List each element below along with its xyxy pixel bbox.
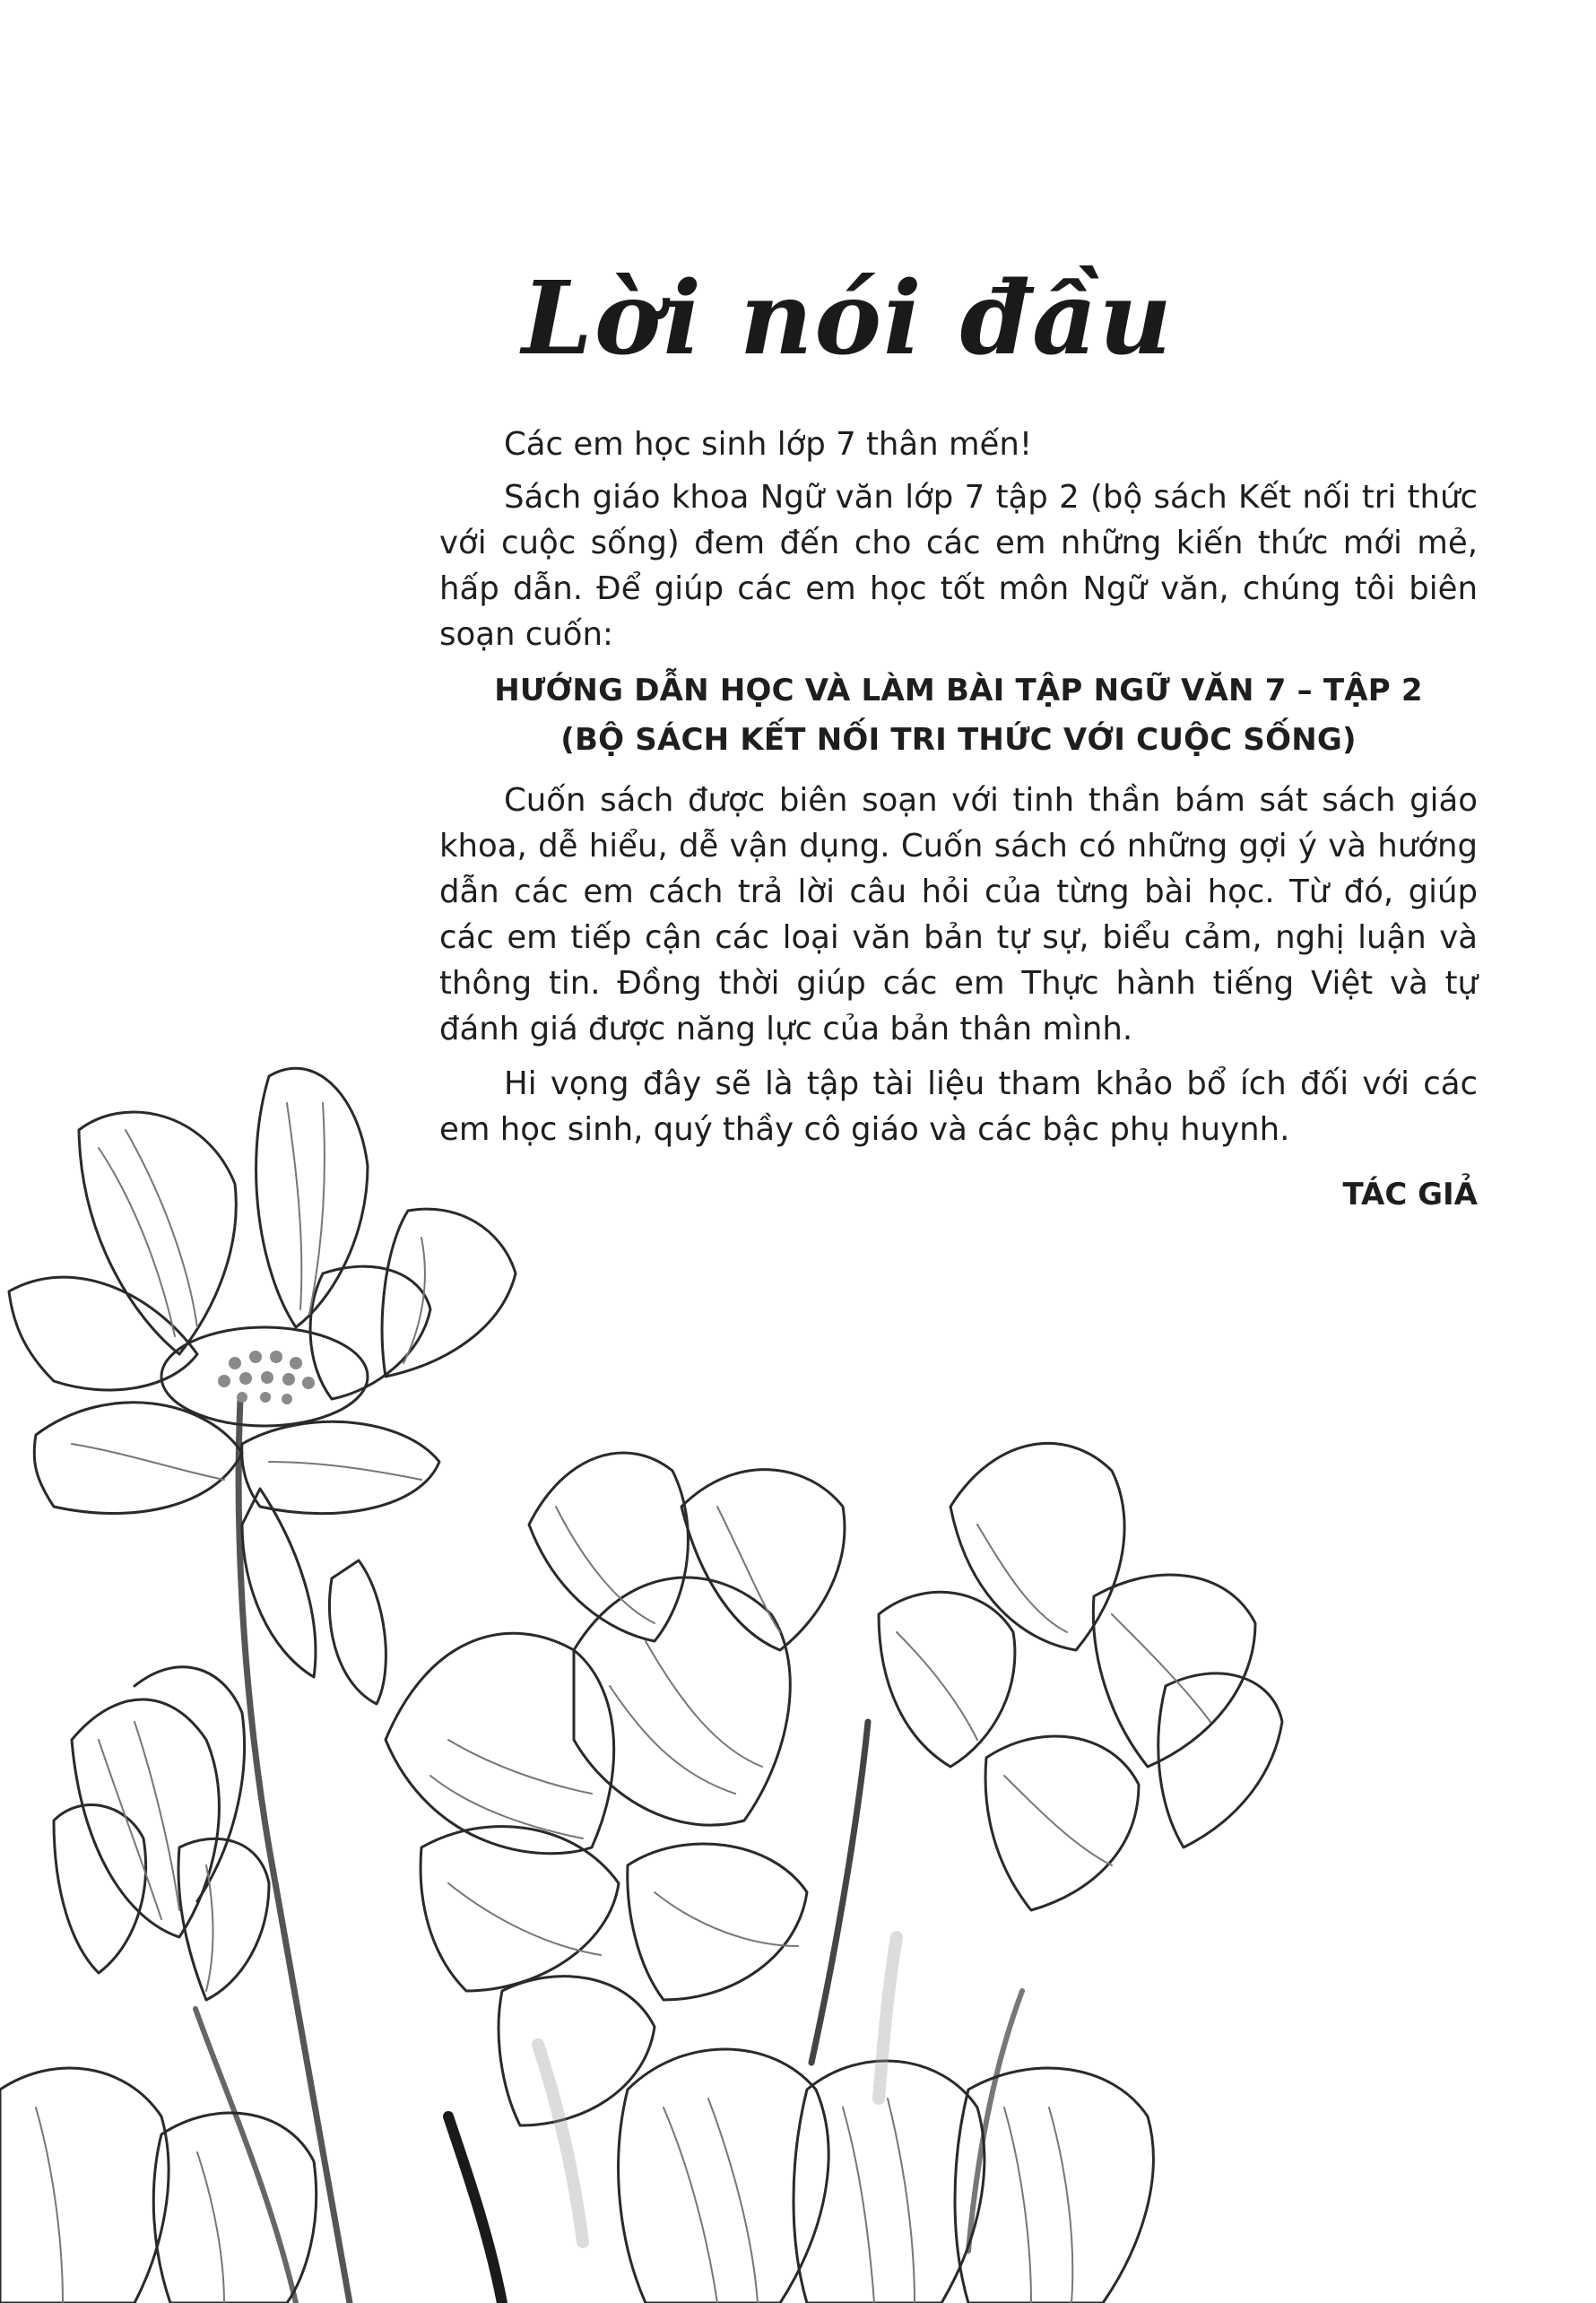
book-title-block xyxy=(439,666,1478,765)
greeting-paragraph: Các em học sinh lớp 7 thân mến! xyxy=(504,426,1033,463)
page-title: Lời nói đầu xyxy=(522,260,1174,378)
lotus-seed-pod xyxy=(218,1351,315,1404)
author-signature: TÁC GIẢ xyxy=(1342,1177,1478,1212)
closing-paragraph: Hi vọng đây sẽ là tập tài liệu tham khảo bổ ích đối với các em học sinh, quý thầy cô giáo và các bậc phụ huynh. xyxy=(439,1065,1478,1148)
lotus-flower-center xyxy=(386,1453,845,2125)
lotus-shading xyxy=(538,1937,897,2242)
book-title-line-2: (BỘ SÁCH KẾT NỐI TRI THỨC VỚI CUỘC SỐNG) xyxy=(560,722,1357,758)
lotus-bud-left xyxy=(54,1667,269,2000)
lotus-flower-right xyxy=(879,1443,1282,1910)
intro-paragraph: Sách giáo khoa Ngữ văn lớp 7 tập 2 (bộ sách Kết nối tri thức với cuộc sống) đem đến cho các em những kiến thức mới mẻ, hấp dẫn. Để giúp các em học tốt môn Ngữ văn, chúng tôi biên soạn cuốn: xyxy=(439,479,1478,653)
lotus-flower-open xyxy=(9,1068,516,1704)
lotus-illustration xyxy=(0,1058,1596,2303)
lotus-stems xyxy=(195,1399,1022,2303)
body-paragraph: Cuốn sách được biên soạn với tinh thần bám sát sách giáo khoa, dễ hiểu, dễ vận dụng. Cuốn sách có những gợi ý và hướng dẫn các em cách trả lời câu hỏi của từng bài học. Từ đó, giúp các em tiếp cận các loại văn bản tự sự, biểu cảm, nghị luận và thông tin. Đồng thời giúp các em Thực hành tiếng Việt và tự đánh giá được năng lực của bản thân mình. xyxy=(439,782,1478,1047)
book-title-line-1: HƯỚNG DẪN HỌC VÀ LÀM BÀI TẬP NGỮ VĂN 7 – TẬP 2 xyxy=(494,673,1423,708)
